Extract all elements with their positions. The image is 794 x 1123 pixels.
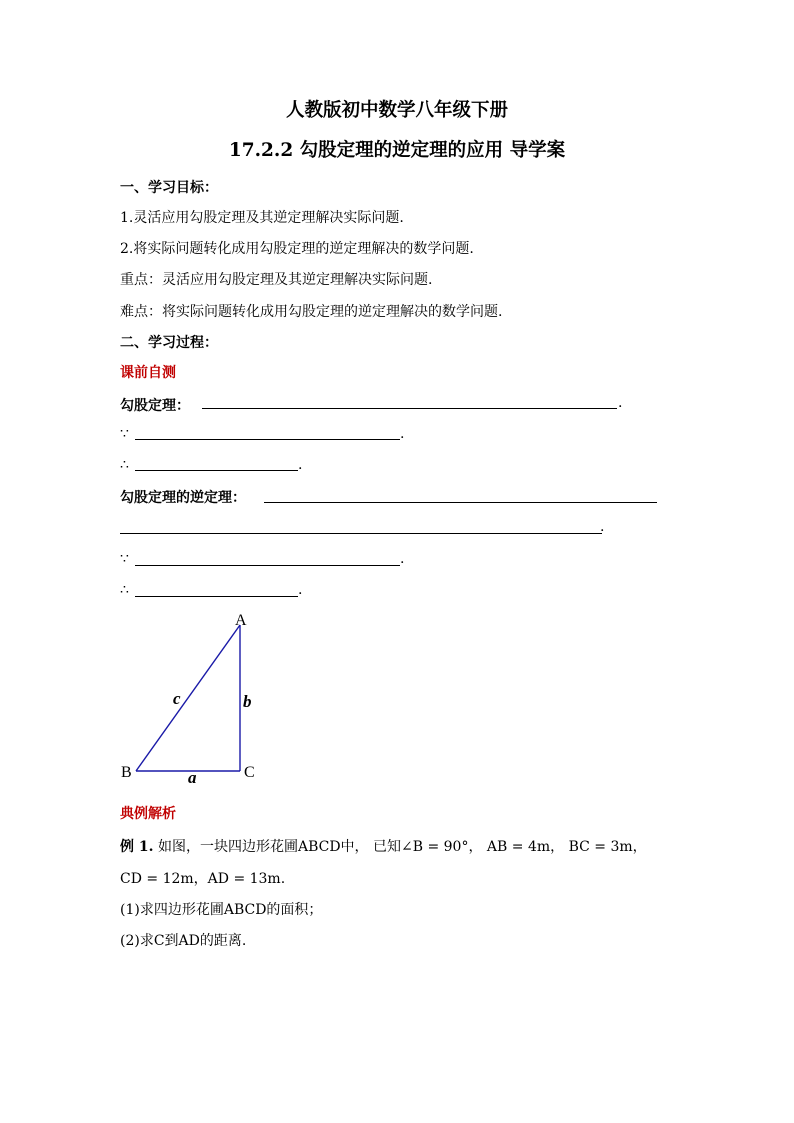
section-heading-process: 二、学习过程： <box>120 335 218 351</box>
therefore-blank-1[interactable] <box>135 457 298 471</box>
difficulty: 难点：将实际问题转化成用勾股定理的逆定理解决的数学问题. <box>120 304 503 320</box>
side-ab-line <box>136 625 240 771</box>
therefore-period-1: . <box>298 457 303 473</box>
converse-label: 勾股定理的逆定理： <box>120 490 246 506</box>
side-c-label: c <box>173 689 181 708</box>
example-text-1: 如图，一块四边形花圃ABCD中， 已知∠B = 90°， AB = 4m， BC = 3m， <box>157 839 647 855</box>
vertex-b-label: B <box>121 764 132 781</box>
therefore-blank-2[interactable] <box>135 582 298 597</box>
side-a-label: a <box>188 768 197 787</box>
pythagoras-period: . <box>618 395 623 411</box>
pretest-heading: 课前自测 <box>120 365 176 381</box>
right-triangle-figure <box>110 605 280 790</box>
therefore-period-2: . <box>298 582 303 598</box>
converse-period: . <box>600 519 605 535</box>
section-heading-objectives: 一、学习目标： <box>120 180 218 196</box>
example-1-line-1 <box>120 836 647 856</box>
converse-blank-2[interactable] <box>120 519 605 535</box>
example-question-2: (2)求C到AD的距离. <box>120 933 247 949</box>
because-symbol: ∵ <box>120 426 129 442</box>
side-b-label: b <box>243 692 252 711</box>
pythagoras-label: 勾股定理： <box>120 398 190 414</box>
example-1-line-2: CD = 12m，AD = 13m. <box>120 871 286 887</box>
because-blank-2[interactable] <box>135 551 400 566</box>
because-period-2: . <box>400 551 405 567</box>
example-question-1: (1)求四边形花圃ABCD的面积； <box>120 902 323 918</box>
therefore-symbol-2: ∴ <box>120 582 129 598</box>
example-heading: 典例解析 <box>120 806 176 822</box>
objective-item-2: 2.将实际问题转化成用勾股定理的逆定理解决的数学问题. <box>120 241 474 257</box>
example-label: 例 1. <box>120 839 154 855</box>
key-point: 重点：灵活应用勾股定理及其逆定理解决实际问题. <box>120 272 433 288</box>
converse-blank-1[interactable] <box>264 487 657 503</box>
pythagoras-blank[interactable] <box>202 395 617 409</box>
objective-item-1: 1.灵活应用勾股定理及其逆定理解决实际问题. <box>120 210 404 226</box>
vertex-c-label: C <box>244 764 255 781</box>
because-symbol-2: ∵ <box>120 551 129 567</box>
page-title: 人教版初中数学八年级下册 <box>285 100 508 121</box>
therefore-symbol: ∴ <box>120 457 129 473</box>
because-blank-1[interactable] <box>135 426 400 440</box>
vertex-a-label: A <box>235 612 247 629</box>
because-period-1: . <box>400 426 405 442</box>
page-subtitle: 17.2.2 勾股定理的逆定理的应用 导学案 <box>228 140 566 161</box>
